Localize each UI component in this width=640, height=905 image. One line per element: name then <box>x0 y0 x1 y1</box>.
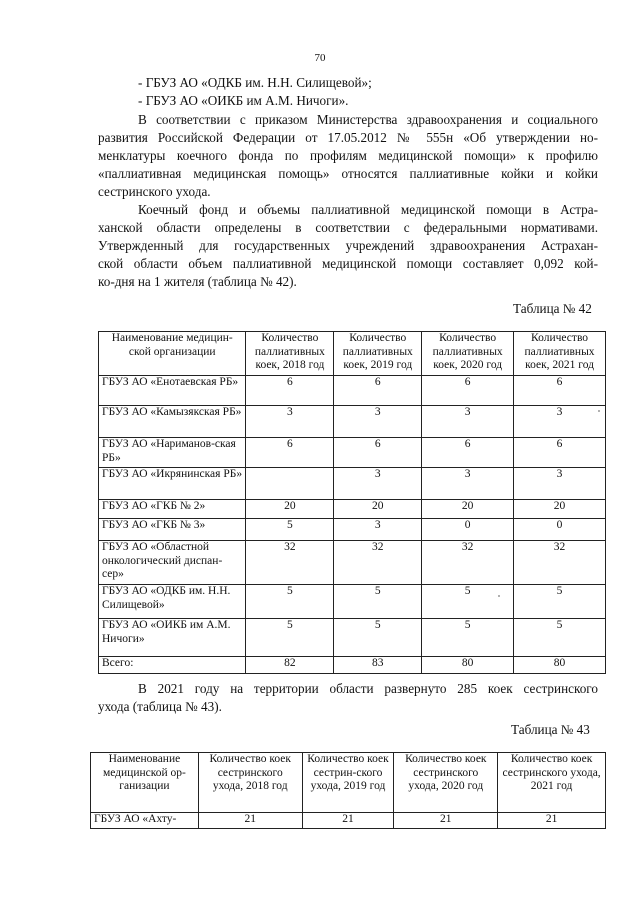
table-row <box>99 619 606 657</box>
total-value-cell: 80 <box>422 657 514 674</box>
value-cell: 6 <box>422 438 514 468</box>
table-row <box>99 500 606 519</box>
total-value-cell: 83 <box>334 657 422 674</box>
paragraph-line: ухода (таблица № 43). <box>98 699 222 714</box>
header-cell: Количество коек сестрин-ского ухода, 2019 год <box>302 753 394 813</box>
value-cell: 5 <box>514 585 606 619</box>
value-cell: 0 <box>422 519 514 541</box>
value-cell: 5 <box>514 619 606 657</box>
total-value-cell: 80 <box>514 657 606 674</box>
value-cell <box>246 468 334 500</box>
value-cell: 5 <box>246 585 334 619</box>
value-cell: 21 <box>498 813 606 829</box>
paragraph-line: В соответствии с приказом Министерства здравоохранения и социального <box>138 112 598 127</box>
table-total-row <box>99 657 606 674</box>
org-name-cell: ГБУЗ АО «ОДКБ им. Н.Н. Силищевой» <box>99 585 246 619</box>
header-cell: Наименование медицин-ской организации <box>99 332 246 376</box>
paragraph-line: Утвержденный для государственных учреждений здравоохранения Астрахан- <box>98 238 598 253</box>
value-cell: 6 <box>422 376 514 406</box>
paragraph-line: Коечный фонд и объемы паллиативной медицинской помощи в Астра- <box>138 202 598 217</box>
value-cell: 6 <box>514 438 606 468</box>
value-cell: 32 <box>334 541 422 585</box>
org-name-cell: ГБУЗ АО «Енотаевская РБ» <box>99 376 246 406</box>
paragraph-line: сестринского ухода. <box>98 184 211 199</box>
value-cell: 32 <box>246 541 334 585</box>
value-cell: 20 <box>422 500 514 519</box>
org-name-cell: ГБУЗ АО «ОИКБ им А.М. Ничоги» <box>99 619 246 657</box>
header-cell: Наименование медицинской ор-ганизации <box>91 753 199 813</box>
header-cell: Количество паллиативных коек, 2020 год <box>422 332 514 376</box>
table-43 <box>90 752 606 829</box>
value-cell: 5 <box>422 619 514 657</box>
value-cell: 6 <box>246 438 334 468</box>
total-value-cell: 82 <box>246 657 334 674</box>
paragraph-line: «паллиативная медицинская помощь» относятся паллиативные койки и койки <box>98 166 598 181</box>
org-name-cell: ГБУЗ АО «Икрянинская РБ» <box>99 468 246 500</box>
value-cell: 5 <box>334 619 422 657</box>
value-cell: 6 <box>334 376 422 406</box>
value-cell: 3 <box>514 406 606 438</box>
table-row <box>91 813 606 829</box>
value-cell: 5 <box>334 585 422 619</box>
paragraph-order-reference <box>98 111 598 201</box>
paragraph-line: развития Российской Федерации от 17.05.2012 № 555н «Об утверждении но- <box>98 130 598 145</box>
value-cell: 21 <box>302 813 394 829</box>
table-43-caption: Таблица № 43 <box>511 722 590 737</box>
table-header-row <box>91 753 606 813</box>
org-name-cell: ГБУЗ АО «Областной онкологический диспан-сер» <box>99 541 246 585</box>
value-cell: 3 <box>422 468 514 500</box>
paragraph-line: В 2021 году на территории области развернуто 285 коек сестринского <box>138 681 598 696</box>
bullet-item: - ГБУЗ АО «ОДКБ им. Н.Н. Силищевой»; <box>138 75 372 90</box>
value-cell: 3 <box>246 406 334 438</box>
header-cell: Количество паллиативных коек, 2019 год <box>334 332 422 376</box>
table-row <box>99 376 606 406</box>
value-cell: 32 <box>514 541 606 585</box>
value-cell: 6 <box>514 376 606 406</box>
value-cell: 3 <box>514 468 606 500</box>
value-cell: 32 <box>422 541 514 585</box>
org-name-cell: ГБУЗ АО «Ахту- <box>91 813 199 829</box>
value-cell: 6 <box>246 376 334 406</box>
paragraph-line: ко-дня на 1 жителя (таблица № 42). <box>98 274 297 289</box>
value-cell: 20 <box>514 500 606 519</box>
paragraph-nursing-beds <box>98 680 598 716</box>
value-cell: 5 <box>246 619 334 657</box>
header-cell: Количество коек сестринского ухода, 2020 год <box>394 753 498 813</box>
table-42-caption: Таблица № 42 <box>513 301 592 316</box>
table-row <box>99 468 606 500</box>
org-name-cell: ГБУЗ АО «ГКБ № 3» <box>99 519 246 541</box>
paragraph-bed-fund <box>98 201 598 291</box>
header-cell: Количество паллиативных коек, 2021 год <box>514 332 606 376</box>
table-header-row <box>99 332 606 376</box>
scan-speck <box>598 410 600 412</box>
table-row <box>99 519 606 541</box>
value-cell: 21 <box>394 813 498 829</box>
header-cell: Количество коек сестринского ухода, 2018 год <box>198 753 302 813</box>
org-name-cell: ГБУЗ АО «Нариманов-ская РБ» <box>99 438 246 468</box>
header-cell: Количество паллиативных коек, 2018 год <box>246 332 334 376</box>
value-cell: 0 <box>514 519 606 541</box>
table-row <box>99 541 606 585</box>
bullet-item: - ГБУЗ АО «ОИКБ им А.М. Ничоги». <box>138 93 349 108</box>
paragraph-line: ской области объем паллиативной медицинской помощи составляет 0,092 кой- <box>98 256 598 271</box>
table-row <box>99 438 606 468</box>
header-cell: Количество коек сестринского ухода, 2021 год <box>498 753 606 813</box>
value-cell: 5 <box>422 585 514 619</box>
scan-speck <box>498 595 500 597</box>
value-cell: 3 <box>334 406 422 438</box>
value-cell: 3 <box>422 406 514 438</box>
value-cell: 3 <box>334 519 422 541</box>
total-label-cell: Всего: <box>99 657 246 674</box>
page-number: 70 <box>314 52 326 64</box>
value-cell: 5 <box>246 519 334 541</box>
value-cell: 20 <box>246 500 334 519</box>
bullet-list <box>98 74 598 110</box>
value-cell: 6 <box>334 438 422 468</box>
table-42 <box>98 331 606 674</box>
table-row <box>99 406 606 438</box>
value-cell: 20 <box>334 500 422 519</box>
value-cell: 21 <box>198 813 302 829</box>
value-cell: 3 <box>334 468 422 500</box>
table-row <box>99 585 606 619</box>
org-name-cell: ГБУЗ АО «Камызякская РБ» <box>99 406 246 438</box>
paragraph-line: ханской области определены в соответствии с федеральными нормативами. <box>98 220 598 235</box>
org-name-cell: ГБУЗ АО «ГКБ № 2» <box>99 500 246 519</box>
paragraph-line: менклатуры коечного фонда по профилям медицинской помощи» к профилю <box>98 148 598 163</box>
